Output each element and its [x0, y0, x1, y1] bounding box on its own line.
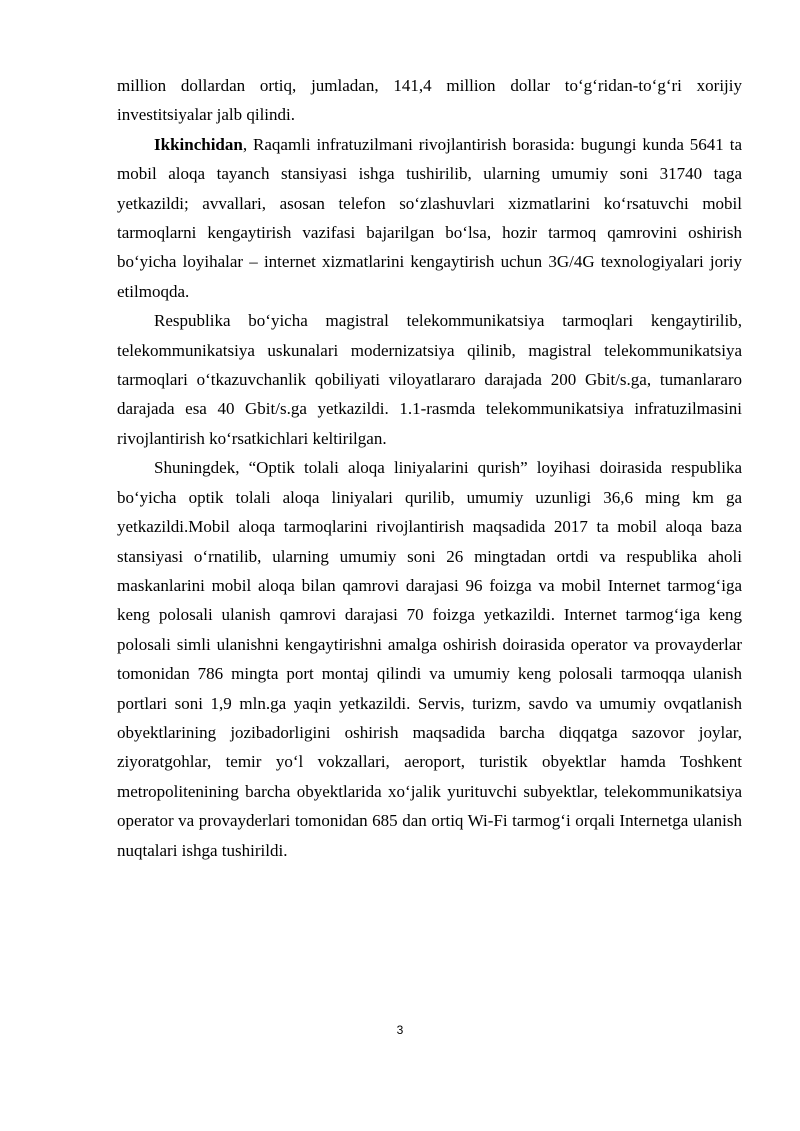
paragraph-fiber-optic [117, 453, 742, 865]
paragraph-text: Respublika bo‘yicha magistral telekommunikatsiya tarmoqlari kengaytirilib, telekommunikatsiya uskunalari modernizatsiya qilinib, magistral telekommunikatsiya tarmoqlari o‘tkazuvchanlik qobiliyati viloyatlararo darajada 200 Gbit/s.ga, tumanlararo darajada esa 40 Gbit/s.ga yetkazildi. 1.1-rasmda telekommunikatsiya infratuzilmasini rivojlantirish ko‘rsatkichlari keltirilgan. [117, 311, 742, 448]
paragraph-text: million dollardan ortiq, jumladan, 141,4 million dollar to‘g‘ridan-to‘g‘ri xorijiy investitsiyalar jalb qilindi. [117, 76, 742, 125]
paragraph-text: Shuningdek, “Optik tolali aloqa liniyalarini qurish” loyihasi doirasida respublika bo‘yicha optik tolali aloqa liniyalari qurilib, umumiy uzunligi 36,6 ming km ga yetkazildi.Mobil aloqa tarmoqlarini rivojlantirish maqsadida 2017 ta mobil aloqa baza stansiyasi o‘rnatilib, ularning umumiy soni 26 mingtadan ortdi va respublika aholi maskanlarini mobil aloqa bilan qamrovi darajasi 96 foizga va mobil Internet tarmog‘iga keng polosali ulanish qamrovi darajasi 70 foizga yetkazildi. Internet tarmog‘iga keng polosali simli ulanishni kengaytirishni amalga oshirish doirasida operator va provayderlar tomonidan 786 mingta port montaj qilindi va umumiy keng polosali tarmoqqa ulanish portlari soni 1,9 mln.ga yaqin yetkazildi. Servis, turizm, savdo va umumiy ovqatlanish obyektlarining jozibadorligini oshirish maqsadida barcha diqqatga sazovor joylar, ziyoratgohlar, temir yo‘l vokzallari, aeroport, turistik obyektlar hamda Toshkent metropolitenining barcha obyektlarida xo‘jalik yurituvchi subyektlar, telekommunikatsiya operator va provayderlari tomonidan 685 dan ortiq Wi-Fi tarmog‘i orqali Internetga ulanish nuqtalari ishga tushirildi. [117, 458, 742, 860]
page-number: 3 [396, 1023, 404, 1037]
body-text [117, 71, 742, 865]
paragraph-lead: Ikkinchidan [154, 134, 243, 154]
paragraph-text: , Raqamli infratuzilmani rivojlantirish borasida: bugungi kunda 5641 ta mobil aloqa tayanch stansiyasi ishga tushirilib, ularning umumiy soni 31740 taga yetkazildi; avvallari, asosan telefon so‘zlashuvlari xizmatlarini ko‘rsatuvchi mobil tarmoqlarni kengaytirish vazifasi bajarilgan bo‘lsa, hozir tarmoq qamrovini oshirish bo‘yicha loyihalar – internet xizmatlarini kengaytirish uchun 3G/4G texnologiyalari joriy etilmoqda. [117, 134, 742, 301]
paragraph-ikkinchidan [117, 130, 742, 306]
paragraph-backbone-network [117, 306, 742, 453]
paragraph-continuation [117, 71, 742, 130]
